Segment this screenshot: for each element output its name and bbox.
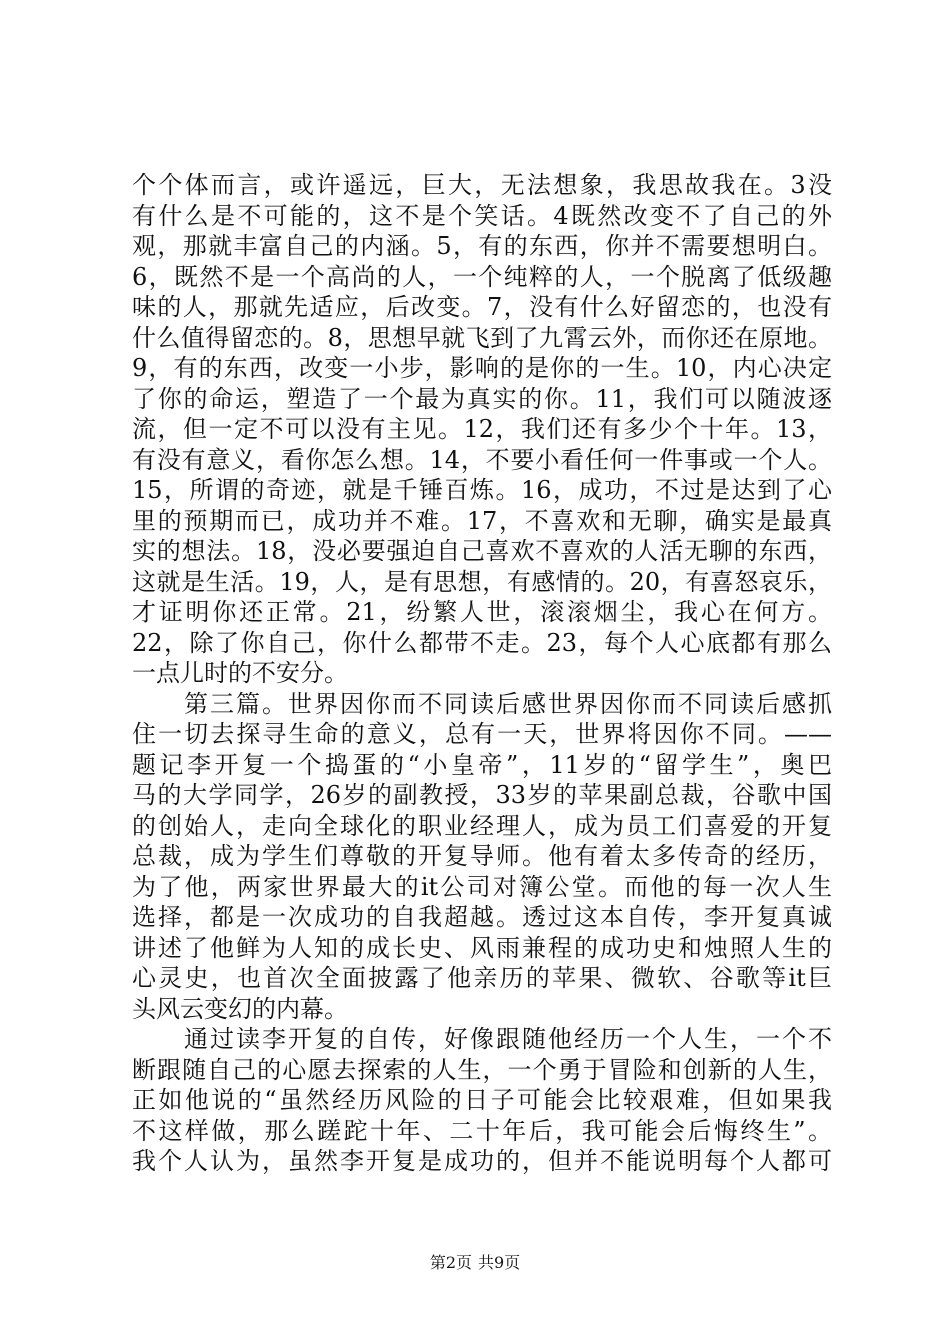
text-line: 观，那就丰富自己的内涵。5，有的东西，你并不需要想明白。 <box>132 232 832 260</box>
text-line: 断跟随自己的心愿去探索的人生，一个勇于冒险和创新的人生， <box>132 1055 832 1084</box>
page-number-total: 共9页 <box>478 1253 521 1272</box>
text-line: 选择，都是一次成功的自我超越。透过这本自传，李开复真诚 <box>132 903 832 931</box>
text-line: 第三篇。世界因你而不同读后感世界因你而不同读后感抓 <box>132 689 832 718</box>
text-line: 9，有的东西，改变一小步，影响的是你的一生。10，内心决定 <box>132 354 832 382</box>
text-line: 这就是生活。19，人，是有思想，有感情的。20，有喜怒哀乐， <box>132 567 832 596</box>
text-line: 不这样做，那么蹉跎十年、二十年后，我可能会后悔终生”。 <box>132 1116 832 1145</box>
text-line: 通过读李开复的自传，好像跟随他经历一个人生，一个不 <box>132 1025 832 1053</box>
page-number-current: 第2页 <box>429 1253 472 1272</box>
text-line: 味的人，那就先适应，后改变。7，没有什么好留恋的，也没有 <box>132 293 832 321</box>
text-line: 总裁，成为学生们尊敬的开复导师。他有着太多传奇的经历， <box>132 842 832 870</box>
text-line: 的创始人，走向全球化的职业经理人，成为员工们喜爱的开复 <box>132 811 832 840</box>
text-line: 我个人认为，虽然李开复是成功的，但并不能说明每个人都可 <box>132 1147 832 1175</box>
text-line: 有什么是不可能的，这不是个笑话。4既然改变不了自己的外 <box>132 201 832 230</box>
text-line: 为了他，两家世界最大的it公司对簿公堂。而他的每一次人生 <box>132 872 832 901</box>
text-line: 头风云变幻的内幕。 <box>132 994 348 1023</box>
text-line: 实的想法。18，没必要强迫自己喜欢不喜欢的人活无聊的东西， <box>132 537 832 565</box>
text-line: 讲述了他鲜为人知的成长史、风雨兼程的成功史和烛照人生的 <box>132 933 832 962</box>
text-line: 题记李开复一个捣蛋的“小皇帝”，11岁的“留学生”，奥巴 <box>132 750 832 779</box>
text-line: 里的预期而已，成功并不难。17，不喜欢和无聊，确实是最真 <box>132 506 832 535</box>
text-line: 6，既然不是一个高尚的人，一个纯粹的人，一个脱离了低级趣 <box>132 262 832 291</box>
text-line: 马的大学同学，26岁的副教授，33岁的苹果副总裁，谷歌中国 <box>132 781 832 809</box>
text-line: 流，但一定不可以没有主见。12，我们还有多少个十年。13， <box>132 415 832 443</box>
text-line: 才证明你还正常。21，纷繁人世，滚滚烟尘，我心在何方。 <box>132 598 832 626</box>
text-line: 个个体而言，或许遥远，巨大，无法想象，我思故我在。3没 <box>132 171 832 199</box>
text-line: 15，所谓的奇迹，就是千锤百炼。16，成功，不过是达到了心 <box>132 476 832 504</box>
page-footer <box>0 1253 950 1273</box>
text-line: 什么值得留恋的。8，思想早就飞到了九霄云外，而你还在原地。 <box>132 323 832 352</box>
text-line: 了你的命运，塑造了一个最为真实的你。11，我们可以随波逐 <box>132 384 832 413</box>
body-text <box>132 170 832 1177</box>
text-line: 正如他说的“虽然经历风险的日子可能会比较艰难，但如果我 <box>132 1086 832 1114</box>
text-line: 有没有意义，看你怎么想。14，不要小看任何一件事或一个人。 <box>132 445 832 474</box>
text-line: 住一切去探寻生命的意义，总有一天，世界将因你不同。—— <box>132 720 832 748</box>
text-line: 心灵史，也首次全面披露了他亲历的苹果、微软、谷歌等it巨 <box>132 964 832 992</box>
text-line: 22，除了你自己，你什么都带不走。23，每个人心底都有那么 <box>132 628 832 657</box>
text-line: 一点儿时的不安分。 <box>132 659 348 687</box>
